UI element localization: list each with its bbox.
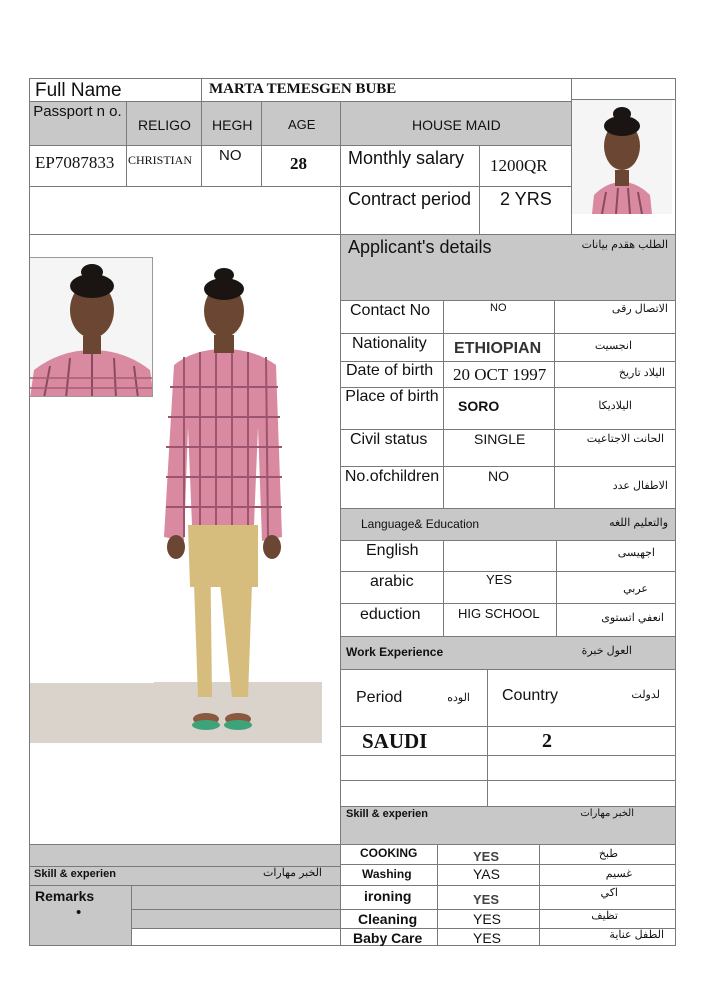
country-value: SAUDI	[362, 729, 428, 753]
remarks-row-1	[131, 885, 340, 909]
skill-washing-label: Washing	[362, 867, 412, 881]
skills-title: Skill & experien	[346, 808, 428, 820]
remarks-label: Remarks	[35, 888, 95, 904]
period-value: 2	[542, 730, 552, 752]
contract-label: Contract period	[347, 189, 472, 209]
nationality-label: Nationality	[352, 335, 427, 352]
passport-value: EP7087833	[35, 153, 115, 172]
skill-washing-ar: غسيم	[605, 868, 632, 880]
contact-value: NO	[490, 302, 507, 314]
salary-value: 1200QR	[490, 156, 548, 175]
skill-ironing-ar: اكي	[600, 887, 618, 899]
arabic-ar: عربي	[623, 583, 648, 595]
contact-ar: الاتصال رقى	[611, 303, 668, 315]
skill-washing-value: YAS	[473, 866, 500, 882]
skill-cooking-ar: طبخ	[598, 848, 618, 860]
education-label: eduction	[360, 606, 421, 623]
skill-ironing-value: YES	[473, 892, 500, 907]
civil-ar: الحانت الاجتاعيت	[586, 433, 664, 445]
work-title-ar: العول خبرة	[581, 645, 632, 657]
education-value: HIG SCHOOL	[458, 606, 540, 621]
contact-label: Contact No	[350, 302, 431, 319]
age-label: AGE	[288, 117, 316, 132]
religion-value: CHRISTIAN	[128, 153, 193, 167]
remarks-row-2	[131, 910, 340, 928]
nationality-ar: انجسيت	[594, 340, 632, 352]
skill-cleaning-label: Cleaning	[358, 911, 418, 927]
salary-label: Monthly salary	[348, 148, 465, 168]
english-ar: اجهيسى	[617, 547, 655, 559]
applicant-title: Applicant's details	[348, 237, 492, 257]
skill-ironing-label: ironing	[364, 888, 412, 904]
portrait-photo-left	[29, 257, 153, 397]
full-body-photo	[154, 257, 322, 743]
pob-value: SORO	[458, 398, 500, 414]
language-title-ar: والتعليم اللغه	[609, 517, 668, 529]
passport-label: Passport n o.	[33, 103, 122, 120]
skill-babycare-value: YES	[473, 930, 502, 946]
position-label: HOUSE MAID	[412, 117, 501, 133]
education-ar: انعفي اتستوى	[601, 612, 664, 624]
religion-label: RELIGO	[138, 117, 191, 133]
children-ar: الاطفال عدد	[612, 480, 668, 492]
skill-cooking-value: YES	[473, 849, 500, 864]
pob-label: Place of birth	[345, 388, 439, 405]
children-value: NO	[488, 468, 509, 484]
children-label: No.ofchildren	[344, 468, 440, 485]
dob-value: 20 OCT 1997	[453, 365, 547, 384]
remarks-bullet: •	[76, 904, 82, 921]
height-label: HEGH	[212, 117, 253, 133]
civil-label: Civil status	[350, 431, 428, 448]
language-title: Language& Education	[361, 517, 480, 531]
skill-cleaning-value: YES	[473, 911, 502, 927]
english-label: English	[366, 542, 419, 559]
portrait-photo-top	[572, 100, 672, 214]
civil-value: SINGLE	[474, 431, 526, 447]
nationality-value: ETHIOPIAN	[454, 340, 542, 357]
country-label: Country	[502, 687, 559, 704]
left-skills-title-ar: الخبر مهارات	[263, 867, 322, 879]
full-name-value: MARTA TEMESGEN BUBE	[209, 81, 397, 97]
age-value: 28	[290, 154, 307, 173]
full-name-label: Full Name	[35, 80, 122, 101]
work-title: Work Experience	[346, 645, 444, 659]
floor-backdrop	[29, 683, 154, 743]
skill-cooking-label: COOKING	[360, 846, 418, 860]
skill-babycare-ar: الطفل عناية	[609, 929, 664, 941]
skill-cleaning-ar: تظيف	[591, 910, 618, 922]
applicant-title-ar: الطلب هقدم بيانات	[581, 239, 668, 251]
skills-title-ar: الخبر مهارات	[580, 808, 634, 819]
country-ar: لدولت	[631, 689, 660, 701]
arabic-value: YES	[486, 572, 513, 587]
pob-ar: اليلاديكا	[598, 400, 632, 412]
contract-value: 2 YRS	[500, 189, 552, 209]
height-value: NO	[219, 147, 242, 164]
period-label: Period	[356, 689, 403, 706]
skill-babycare-label: Baby Care	[353, 930, 423, 946]
dob-ar: اليلاد تاريخ	[618, 367, 665, 379]
period-ar: الوده	[447, 692, 470, 704]
dob-label: Date of birth	[346, 362, 434, 379]
left-skills-title: Skill & experien	[34, 868, 116, 880]
arabic-label: arabic	[370, 573, 414, 590]
